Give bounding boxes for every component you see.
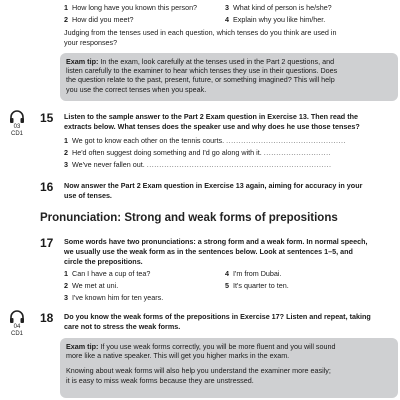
section-heading: Pronunciation: Strong and weak forms of prepositions [40,212,338,224]
exam-tip-2-line-1: Exam tip: If you use weak forms correctly, you will be more fluent and you will sound [66,342,336,351]
ex16-instruction-line-1: Now answer the Part 2 Exam question in Exercise 13 again, aiming for accuracy in your [64,181,363,190]
ex17-item-2[interactable]: 2 We met at uni. [64,281,119,290]
answer-blank[interactable]: .......................................................................... [146,160,332,169]
exam-tip-box-1 [60,53,398,101]
audio-track-04[interactable] [4,310,30,338]
exercise-number-18: 18 [40,311,54,325]
answer-blank[interactable]: ................................................ [226,136,346,145]
exercise-number-17: 17 [40,236,54,250]
ex17-item-3[interactable]: 3 I've known him for ten years. [64,293,164,302]
ex14-item-1: 1 How long have you known this person? [64,3,198,12]
ex15-instruction-line-1: Listen to the sample answer to the Part 2 Exam question in Exercise 13. Then read the [64,112,358,121]
exam-tip-1-line-3: the question relate to the past, present, future, or something imagined? This will help [66,75,335,85]
ex17-item-4[interactable]: 4 I'm from Dubai. [225,269,282,278]
track-number: 04 [13,324,21,330]
exam-tip-1-line-2: listen carefully to the examiner to hear which tenses they use in their questions. Does [66,66,338,76]
ex17-instruction-line-1: Some words have two pronunciations: a strong form and a weak form. In normal speech, [64,237,368,246]
exercise-number-15: 15 [40,111,54,125]
answer-blank[interactable]: ........................... [263,148,332,157]
ex16-instruction-line-2: use of tenses. [64,191,112,200]
ex15-item-3: 3 We've never fallen out. .......................................................................... [64,160,332,169]
exam-tip-box-2 [60,338,398,398]
headphones-icon [9,310,25,324]
cd-label: CD1 [10,131,23,137]
ex14-item-2: 2 How did you meet? [64,15,134,24]
ex17-instruction-line-3: circle the prepositions. [64,257,143,266]
ex14-question-line-1: Judging from the tenses used in each question, which tenses do you think are used in [64,28,337,37]
ex14-item-3: 3 What kind of person is he/she? [225,3,332,12]
ex15-item-2: 2 He'd often suggest doing something and I'd go along with it. ........................... [64,148,332,157]
ex14-item-4: 4 Explain why you like him/her. [225,15,326,24]
exam-tip-1-label: Exam tip: [66,57,99,66]
exam-tip-2-line-3: Knowing about weak forms will also help you understand the examiner more easily; [66,366,331,376]
headphones-icon [9,110,25,124]
ex15-instruction-line-2: extracts below. What tenses does the speaker use and why does he use those tenses? [64,122,360,131]
ex17-instruction-line-2: we usually use the weak form as in the sentences below. Look at sentences 1–5, and [64,247,353,256]
ex17-item-1[interactable]: 1 Can I have a cup of tea? [64,269,151,278]
ex18-instruction-line-1: Do you know the weak forms of the prepositions in Exercise 17? Listen and repeat, taking [64,312,371,321]
exam-tip-2-line-2: more like a native speaker. This will get you higher marks in the exam. [66,351,290,361]
exam-tip-2-label: Exam tip: [66,342,99,351]
ex18-instruction-line-2: care not to stress the weak forms. [64,322,181,331]
ex15-item-1: 1 We got to know each other on the tennis courts. ................................................ [64,136,346,145]
audio-track-03[interactable] [4,110,30,138]
exam-tip-1-line-4: you use the correct tenses when you speak. [66,84,207,94]
ex17-item-5[interactable]: 5 It's quarter to ten. [225,281,289,290]
track-number: 03 [13,124,21,130]
ex14-question-line-2: your responses? [64,38,118,47]
exercise-number-16: 16 [40,180,54,194]
exam-tip-2-line-4: it is easy to miss weak forms because they are unstressed. [66,375,254,385]
exam-tip-1-line-1: Exam tip: In the exam, look carefully at the tenses used in the Part 2 questions, and [66,57,335,66]
cd-label: CD1 [10,331,23,337]
